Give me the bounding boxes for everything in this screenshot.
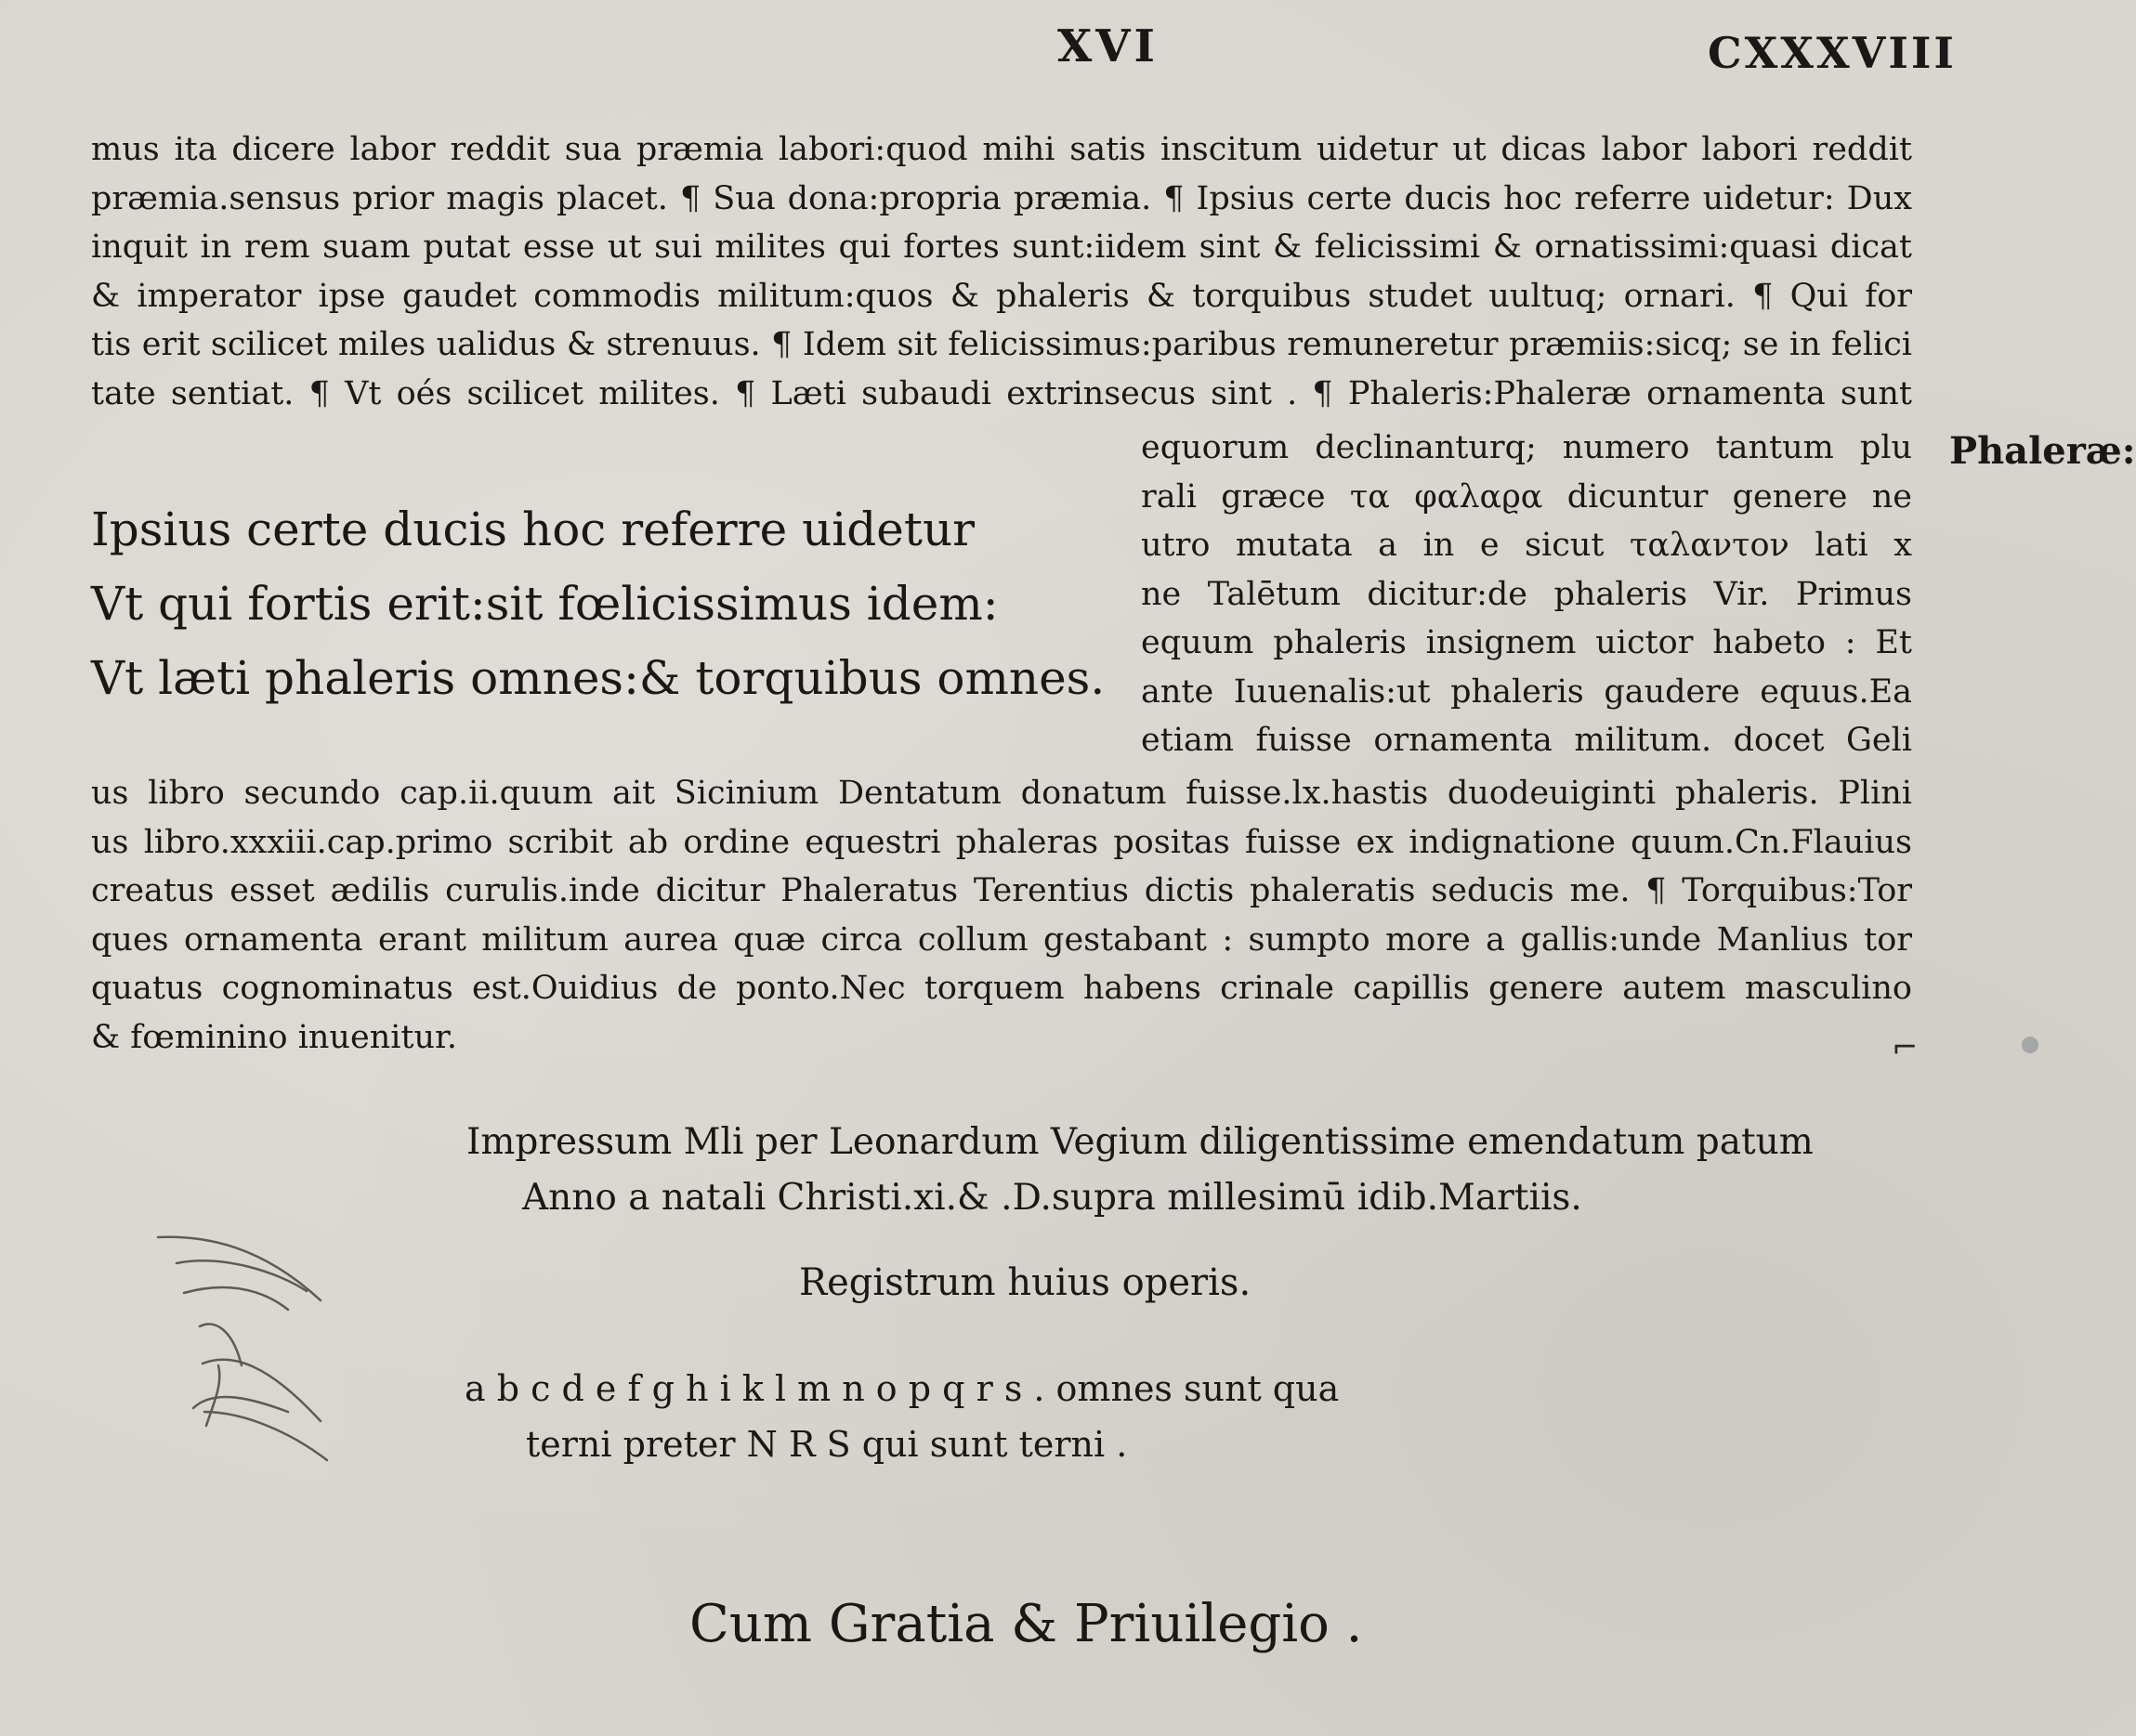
commentary-line: quatus cognominatus est.Ouidius de ponto.Nec torquem habens crinale capillis genere autem masculino (91, 970, 1912, 1007)
commentary-line: ante Iuuenalis:ut phaleris gaudere equus.Ea (1141, 672, 1912, 711)
ink-spot-icon (2022, 1037, 2038, 1053)
colophon-line: Anno a natali Christi.xi.& .D.supra millesimū idib.Martiis. (522, 1177, 1582, 1219)
marginal-note: Phaleræ: (1949, 429, 2136, 473)
registrum-line: terni preter N R S qui sunt terni . (526, 1424, 1128, 1465)
colophon-line: Impressum Mli per Leonardum Vegium diligentissime emendatum patum (466, 1121, 1814, 1163)
commentary-line: præmia.sensus prior magis placet. ¶ Sua dona:propria præmia. ¶ Ipsius certe ducis hoc referre uidetur: Dux (91, 179, 1912, 217)
commentary-line: equum phaleris insignem uictor habeto : Et (1141, 624, 1912, 661)
commentary-line: creatus esset ædilis curulis.inde dicitur Phaleratus Terentius dictis phaleratis seducis me. ¶ Torquibus:Tor (91, 872, 1912, 909)
commentary-line: ques ornamenta erant militum aurea quæ circa collum gestabant : sumpto more a gallis:unde Manlius tor (91, 920, 1912, 959)
pencil-marks-icon (149, 1226, 334, 1468)
commentary-lower-block (91, 769, 1912, 1062)
commentary-line: tis erit scilicet miles ualidus & strenuus. ¶ Idem sit felicissimus:paribus remuneretur præmiis:sicq; se in felici (91, 326, 1912, 363)
verse-line: Vt qui fortis erit:sit fœlicissimus idem: (91, 577, 999, 631)
colophon (466, 1115, 1814, 1226)
commentary-line: us libro secundo cap.ii.quum ait Sicinium Dentatum donatum fuisse.lx.hastis duodeuiginti phaleris. Plini (91, 775, 1912, 812)
verse-block (91, 492, 1105, 715)
registrum (465, 1361, 1339, 1472)
registrum-line: a b c d e f g h i k l m n o p q r s . omnes sunt qua (465, 1368, 1340, 1409)
commentary-line: us libro.xxxiii.cap.primo scribit ab ordine equestri phaleras positas fuisse ex indignatione quum.Cn.Flauius (91, 823, 1912, 861)
commentary-line: mus ita dicere labor reddit sua præmia labori:quod mihi satis inscitum uidetur ut dicas labor labori reddit (91, 131, 1912, 168)
commentary-line: ne Talētum dicitur:de phaleris Vir. Primus (1141, 575, 1912, 613)
registrum-title: Registrum huius operis. (799, 1261, 1251, 1304)
commentary-upper-block (91, 125, 1912, 418)
commentary-line: & fœminino inuenitur. (91, 1018, 458, 1056)
commentary-line: & imperator ipse gaudet commodis militum:quos & phaleris & torquibus studet uultuq; ornari. ¶ Qui for (91, 277, 1912, 315)
folio-number-right: CXXXVIII (1708, 28, 1957, 78)
commentary-line: utro mutata a in e sicut ταλαντον lati x (1141, 527, 1912, 564)
commentary-line: equorum declinanturq; numero tantum plu (1141, 429, 1912, 466)
verse-line: Ipsius certe ducis hoc referre uidetur (91, 503, 976, 556)
commentary-line: etiam fuisse ornamenta militum. docet Geli (1141, 722, 1912, 759)
printers-mark-icon: ⌐ (1892, 1029, 1919, 1066)
privilege-line: Cum Gratia & Priuilegio . (689, 1594, 1363, 1654)
commentary-line: inquit in rem suam putat esse ut sui milites qui fortes sunt:iidem sint & felicissimi & ornatissimi:quasi dicat (91, 228, 1912, 266)
commentary-right-column (1141, 424, 1912, 765)
commentary-line: rali græce τα φαλαϱα dicuntur genere ne (1141, 477, 1912, 516)
verse-line: Vt læti phaleris omnes:& torquibus omnes. (91, 651, 1106, 705)
commentary-line: tate sentiat. ¶ Vt oés scilicet milites. ¶ Læti subaudi extrinsecus sint . ¶ Phaleris:Phaleræ ornamenta sunt (91, 374, 1912, 412)
folio-number-left: XVI (1057, 20, 1159, 72)
